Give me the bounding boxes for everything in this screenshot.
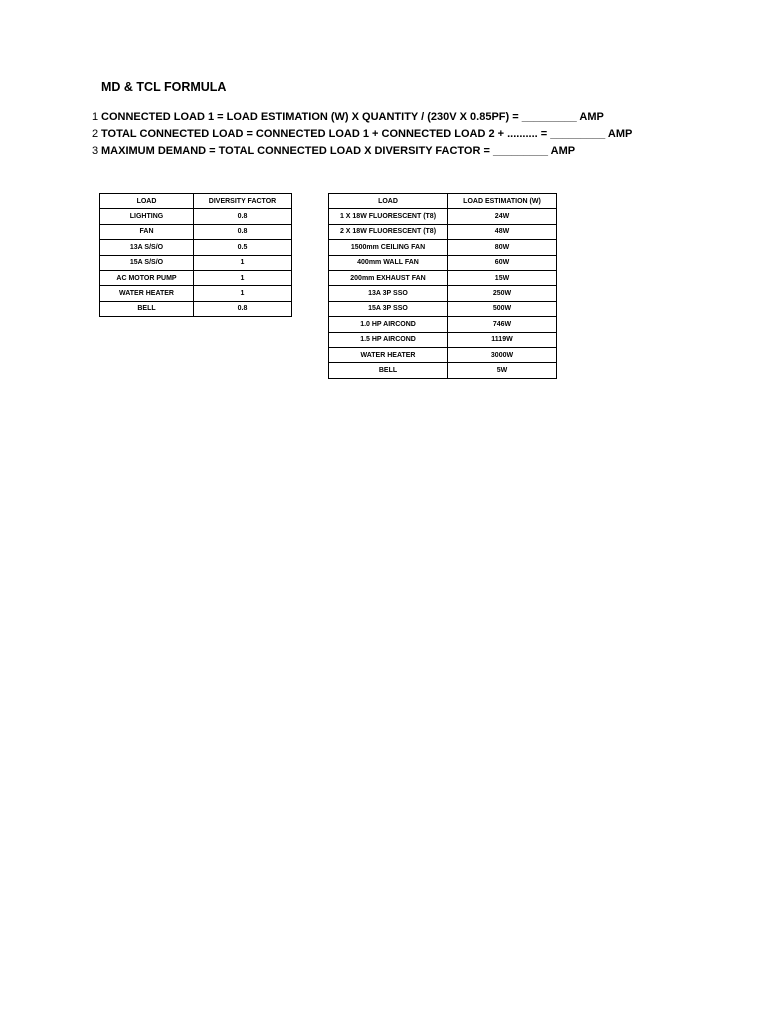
- table-row: [100, 255, 292, 270]
- value-cell: 3000W: [448, 347, 557, 362]
- load-cell: 1.0 HP AIRCOND: [329, 317, 448, 332]
- load-cell: 200mm EXHAUST FAN: [329, 270, 448, 285]
- page-title: MD & TCL FORMULA: [101, 80, 227, 94]
- formula-line-3: [92, 144, 575, 159]
- load-cell: 400mm WALL FAN: [329, 255, 448, 270]
- value-cell: 0.8: [194, 209, 292, 224]
- load-cell: 1 X 18W FLUORESCENT (T8): [329, 209, 448, 224]
- load-cell: 15A S/S/O: [100, 255, 194, 270]
- load-cell: 1500mm CEILING FAN: [329, 240, 448, 255]
- formula-number: 2: [92, 128, 99, 140]
- table-row: [329, 286, 557, 301]
- diversity-factor-table: [99, 193, 292, 317]
- table-row: [100, 270, 292, 285]
- value-cell: 0.8: [194, 301, 292, 316]
- value-cell: 5W: [448, 363, 557, 378]
- column-header-diversity-factor: DIVERSITY FACTOR: [194, 194, 292, 209]
- load-cell: 2 X 18W FLUORESCENT (T8): [329, 224, 448, 239]
- value-cell: 746W: [448, 317, 557, 332]
- value-cell: 250W: [448, 286, 557, 301]
- load-cell: LIGHTING: [100, 209, 194, 224]
- load-cell: FAN: [100, 224, 194, 239]
- value-cell: 1: [194, 270, 292, 285]
- value-cell: 60W: [448, 255, 557, 270]
- value-cell: 1119W: [448, 332, 557, 347]
- table-row: [329, 270, 557, 285]
- table-row: [329, 255, 557, 270]
- formula-text: MAXIMUM DEMAND = TOTAL CONNECTED LOAD X DIVERSITY FACTOR = _________ AMP: [101, 145, 576, 157]
- value-cell: 24W: [448, 209, 557, 224]
- value-cell: 1: [194, 286, 292, 301]
- value-cell: 500W: [448, 301, 557, 316]
- table-row: [329, 347, 557, 362]
- table-row: [100, 286, 292, 301]
- value-cell: 15W: [448, 270, 557, 285]
- load-cell: WATER HEATER: [329, 347, 448, 362]
- value-cell: 48W: [448, 224, 557, 239]
- load-cell: 15A 3P SSO: [329, 301, 448, 316]
- table-row: [100, 209, 292, 224]
- load-cell: WATER HEATER: [100, 286, 194, 301]
- column-header-load: LOAD: [100, 194, 194, 209]
- value-cell: 0.5: [194, 240, 292, 255]
- table-header-row: [100, 194, 292, 209]
- load-cell: AC MOTOR PUMP: [100, 270, 194, 285]
- table-row: [100, 301, 292, 316]
- formula-text: CONNECTED LOAD 1 = LOAD ESTIMATION (W) X QUANTITY / (230V X 0.85PF) = _________ AMP: [101, 111, 604, 123]
- formula-line-2: [92, 127, 632, 142]
- value-cell: 0.8: [194, 224, 292, 239]
- table-row: [329, 224, 557, 239]
- table-row: [329, 363, 557, 378]
- formula-text: TOTAL CONNECTED LOAD = CONNECTED LOAD 1 + CONNECTED LOAD 2 + .......... = _________ AMP: [101, 128, 633, 140]
- column-header-load: LOAD: [329, 194, 448, 209]
- table-row: [100, 224, 292, 239]
- column-header-load-estimation: LOAD ESTIMATION (W): [448, 194, 557, 209]
- formula-number: 3: [92, 145, 99, 157]
- load-cell: BELL: [100, 301, 194, 316]
- table-row: [329, 240, 557, 255]
- load-cell: BELL: [329, 363, 448, 378]
- table-row: [329, 301, 557, 316]
- value-cell: 80W: [448, 240, 557, 255]
- table-row: [329, 317, 557, 332]
- table-row: [329, 209, 557, 224]
- formula-number: 1: [92, 111, 99, 123]
- table-row: [329, 332, 557, 347]
- load-cell: 1.5 HP AIRCOND: [329, 332, 448, 347]
- formula-line-1: [92, 110, 604, 125]
- load-estimation-table: [328, 193, 557, 379]
- load-cell: 13A 3P SSO: [329, 286, 448, 301]
- load-cell: 13A S/S/O: [100, 240, 194, 255]
- table-row: [100, 240, 292, 255]
- value-cell: 1: [194, 255, 292, 270]
- table-header-row: [329, 194, 557, 209]
